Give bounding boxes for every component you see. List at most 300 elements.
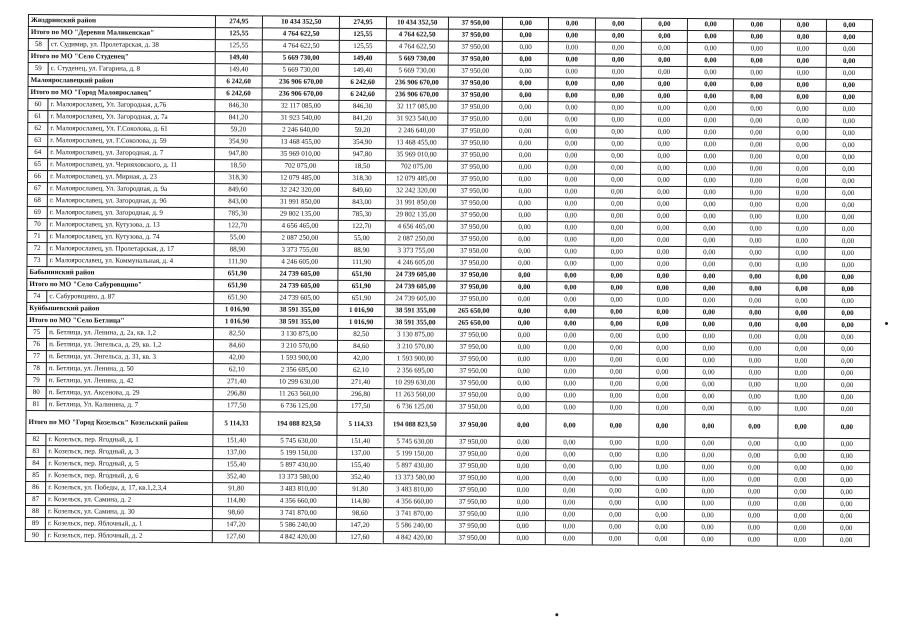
value-cell: 0,00 (777, 462, 823, 474)
value-cell: 0,00 (779, 91, 825, 103)
value-cell: 0,00 (547, 366, 593, 378)
value-cell: 0,00 (639, 354, 685, 366)
row-number-cell: 78 (26, 362, 46, 374)
value-cell: 0,00 (686, 283, 732, 295)
value-cell: 0,00 (685, 474, 731, 486)
value-cell: 0,00 (779, 247, 825, 259)
value-cell: 0,00 (778, 355, 824, 367)
row-number-cell: 79 (26, 374, 46, 386)
value-cell: 0,00 (546, 533, 592, 545)
area-cell: 651,90 (338, 280, 384, 292)
value-cell: 0,00 (547, 342, 593, 354)
value-cell: 0,00 (549, 66, 595, 78)
cost-cell: 31 991 850,00 (385, 197, 447, 209)
area-cell: 6 242,60 (339, 88, 385, 100)
unit-cost-cell: 37 950,00 (446, 472, 500, 484)
value-cell: 0,00 (502, 113, 548, 125)
unit-cost-cell: 37 950,00 (446, 484, 500, 496)
value-cell: 0,00 (548, 198, 594, 210)
value-cell: 0,00 (732, 247, 778, 259)
value-cell: 0,00 (641, 18, 687, 30)
cost-cell: 24 739 605,00 (261, 280, 338, 292)
cost-cell: 29 802 135,00 (261, 208, 338, 220)
cost-cell: 24 739 605,00 (261, 268, 338, 280)
value-cell: 0,00 (546, 437, 592, 449)
unit-cost-cell: 37 950,00 (446, 448, 500, 460)
value-cell: 0,00 (824, 403, 870, 415)
value-cell: 0,00 (548, 186, 594, 198)
value-cell: 0,00 (593, 354, 639, 366)
value-cell: 0,00 (778, 295, 824, 307)
value-cell: 0,00 (731, 534, 777, 546)
value-cell: 0,00 (593, 414, 639, 437)
value-cell: 0,00 (685, 498, 731, 510)
value-cell: 0,00 (731, 510, 777, 522)
area-cell: 122,70 (214, 220, 261, 232)
value-cell: 0,00 (548, 126, 594, 138)
unit-cost-cell: 37 950,00 (446, 377, 500, 389)
area-cell: 137,00 (337, 447, 383, 459)
area-cell: 318,30 (214, 172, 261, 184)
unit-cost-cell: 265 650,00 (447, 305, 501, 317)
value-cell: 0,00 (824, 307, 870, 319)
area-cell: 62,10 (338, 364, 384, 376)
area-cell: 88,90 (338, 244, 384, 256)
value-cell: 0,00 (687, 151, 733, 163)
cost-cell: 236 906 670,00 (262, 76, 339, 88)
scan-speck (555, 613, 558, 616)
value-cell: 0,00 (779, 235, 825, 247)
area-cell: 651,90 (338, 268, 384, 280)
value-cell: 0,00 (639, 461, 685, 473)
value-cell: 0,00 (824, 355, 870, 367)
unit-cost-cell: 37 950,00 (447, 293, 501, 305)
value-cell: 0,00 (733, 151, 779, 163)
area-cell: 111,90 (338, 256, 384, 268)
value-cell: 0,00 (825, 283, 871, 295)
value-cell: 0,00 (546, 461, 592, 473)
value-cell: 0,00 (824, 295, 870, 307)
value-cell: 0,00 (824, 343, 870, 355)
value-cell: 0,00 (779, 187, 825, 199)
cost-cell: 2 246 640,00 (385, 125, 447, 137)
value-cell: 0,00 (779, 175, 825, 187)
value-cell: 0,00 (824, 438, 870, 450)
cost-cell: 5 897 430,00 (260, 459, 337, 471)
value-cell: 0,00 (732, 295, 778, 307)
value-cell: 0,00 (687, 55, 733, 67)
area-cell: 59,20 (215, 124, 262, 136)
value-cell: 0,00 (734, 31, 780, 43)
unit-cost-cell: 37 950,00 (447, 209, 501, 221)
value-cell: 0,00 (502, 65, 548, 77)
value-cell: 0,00 (548, 90, 594, 102)
value-cell: 0,00 (593, 378, 639, 390)
value-cell: 0,00 (501, 293, 547, 305)
value-cell: 0,00 (641, 54, 687, 66)
value-cell: 0,00 (824, 450, 870, 462)
value-cell: 0,00 (502, 161, 548, 173)
area-cell: 18,50 (339, 160, 385, 172)
value-cell: 0,00 (500, 520, 546, 532)
value-cell: 0,00 (640, 246, 686, 258)
value-cell: 0,00 (733, 91, 779, 103)
value-cell: 0,00 (595, 90, 641, 102)
area-cell: 843,00 (214, 196, 261, 208)
cost-cell: 236 906 670,00 (386, 77, 448, 89)
unit-cost-cell: 37 950,00 (448, 41, 502, 53)
area-cell: 98,60 (337, 507, 383, 519)
value-cell: 0,00 (687, 19, 733, 31)
area-cell: 846,30 (339, 100, 385, 112)
value-cell: 0,00 (732, 307, 778, 319)
area-cell: 6 242,60 (340, 76, 386, 88)
unit-cost-cell: 37 950,00 (446, 436, 500, 448)
area-cell: 6 242,60 (215, 88, 262, 100)
value-cell: 0,00 (686, 223, 732, 235)
value-cell: 0,00 (500, 448, 546, 460)
value-cell: 0,00 (639, 378, 685, 390)
value-cell: 0,00 (501, 329, 547, 341)
unit-cost-cell: 37 950,00 (446, 401, 500, 413)
value-cell: 0,00 (824, 391, 870, 403)
value-cell: 0,00 (549, 54, 595, 66)
value-cell: 0,00 (779, 199, 825, 211)
value-cell: 0,00 (777, 522, 823, 534)
area-cell: 651,90 (214, 268, 261, 280)
value-cell: 0,00 (778, 331, 824, 343)
value-cell: 0,00 (593, 330, 639, 342)
value-cell: 0,00 (501, 281, 547, 293)
value-cell: 0,00 (825, 151, 871, 163)
value-cell: 0,00 (547, 354, 593, 366)
value-cell: 0,00 (594, 150, 640, 162)
value-cell: 0,00 (778, 259, 824, 271)
value-cell: 0,00 (826, 103, 872, 115)
value-cell: 0,00 (548, 78, 594, 90)
value-cell: 0,00 (777, 534, 823, 546)
value-cell: 0,00 (823, 474, 869, 486)
unit-cost-cell: 37 950,00 (446, 329, 500, 341)
row-number-cell: 82 (26, 433, 46, 445)
value-cell: 0,00 (777, 450, 823, 462)
value-cell: 0,00 (687, 79, 733, 91)
value-cell: 0,00 (501, 317, 547, 329)
value-cell: 0,00 (640, 174, 686, 186)
value-cell: 0,00 (687, 91, 733, 103)
value-cell: 0,00 (594, 186, 640, 198)
cost-cell: 4 764 622,50 (386, 29, 448, 41)
value-cell: 0,00 (595, 42, 641, 54)
row-label-cell: Итого по МО "Город Козельск" Козельский район (26, 410, 213, 434)
row-label-cell: Малоярославецкий район (28, 75, 215, 88)
unit-cost-cell: 37 950,00 (447, 185, 501, 197)
area-cell: 155,40 (213, 459, 260, 471)
value-cell: 0,00 (549, 30, 595, 42)
value-cell: 0,00 (502, 41, 548, 53)
value-cell: 0,00 (826, 19, 872, 31)
address-cell: г. Козельск, пер. Яблочный, д. 2 (45, 530, 212, 543)
value-cell: 0,00 (640, 270, 686, 282)
value-cell: 0,00 (777, 486, 823, 498)
value-cell: 0,00 (592, 533, 638, 545)
value-cell: 0,00 (825, 235, 871, 247)
value-cell: 0,00 (778, 307, 824, 319)
cost-cell: 24 739 605,00 (385, 269, 447, 281)
value-cell: 0,00 (594, 138, 640, 150)
value-cell: 0,00 (732, 379, 778, 391)
cost-cell: 31 991 850,00 (261, 196, 338, 208)
value-cell: 0,00 (685, 438, 731, 450)
row-label-cell: Итого по МО "Село Бетлица" (27, 314, 214, 327)
address-cell: г. Малоярославец, ул. Коммунальная, д. 4 (47, 255, 214, 268)
value-cell: 0,00 (780, 67, 826, 79)
value-cell: 0,00 (501, 233, 547, 245)
value-cell: 0,00 (779, 223, 825, 235)
value-cell: 0,00 (549, 18, 595, 30)
value-cell: 0,00 (731, 486, 777, 498)
value-cell: 0,00 (639, 449, 685, 461)
value-cell: 0,00 (592, 437, 638, 449)
cost-cell: 5 669 730,00 (262, 52, 339, 64)
unit-cost-cell: 37 950,00 (446, 353, 500, 365)
value-cell: 0,00 (593, 318, 639, 330)
unit-cost-cell: 37 950,00 (448, 17, 502, 29)
area-cell: 114,80 (212, 495, 259, 507)
area-cell: 354,90 (339, 136, 385, 148)
cost-cell: 12 079 485,00 (262, 172, 339, 184)
cost-cell: 4 246 605,00 (261, 256, 338, 268)
address-cell: г. Малоярославец, ул. Г.Соколова, д. 59 (48, 135, 215, 148)
value-cell: 0,00 (503, 29, 549, 41)
area-cell: 125,55 (340, 28, 386, 40)
value-cell: 0,00 (779, 211, 825, 223)
address-cell: г. Козельск, ул. Самина, д. 2 (46, 494, 213, 507)
cost-cell: 5 669 730,00 (386, 65, 448, 77)
address-cell: п. Бетлица, Ул. Калинина, д. 7 (46, 399, 213, 412)
value-cell: 0,00 (502, 53, 548, 65)
row-number-cell: 90 (25, 529, 45, 541)
area-cell: 125,55 (215, 28, 262, 40)
value-cell: 0,00 (592, 521, 638, 533)
value-cell: 0,00 (639, 414, 685, 437)
value-cell: 0,00 (640, 186, 686, 198)
cost-cell: 4 842 420,00 (383, 532, 445, 544)
value-cell: 0,00 (731, 498, 777, 510)
value-cell: 0,00 (732, 319, 778, 331)
value-cell: 0,00 (548, 174, 594, 186)
value-cell: 0,00 (638, 485, 684, 497)
value-cell: 0,00 (687, 163, 733, 175)
value-cell: 0,00 (547, 258, 593, 270)
cost-cell: 2 246 640,00 (262, 124, 339, 136)
value-cell: 0,00 (549, 42, 595, 54)
area-cell: 785,30 (339, 208, 385, 220)
cost-cell: 38 591 355,00 (384, 305, 446, 317)
row-label-cell: Бабынинский район (27, 266, 214, 279)
value-cell: 0,00 (732, 235, 778, 247)
area-cell: 177,50 (338, 400, 384, 412)
area-cell: 318,30 (339, 172, 385, 184)
value-cell: 0,00 (731, 474, 777, 486)
unit-cost-cell: 37 950,00 (448, 137, 502, 149)
address-cell: г. Малоярославец, Ул. Г.Соколова, д. 61 (48, 123, 215, 136)
value-cell: 0,00 (592, 485, 638, 497)
value-cell: 0,00 (592, 497, 638, 509)
unit-cost-cell: 37 950,00 (448, 65, 502, 77)
unit-cost-cell: 37 950,00 (447, 269, 501, 281)
value-cell: 0,00 (733, 115, 779, 127)
value-cell: 0,00 (594, 258, 640, 270)
value-cell: 0,00 (593, 402, 639, 414)
value-cell: 0,00 (594, 174, 640, 186)
cost-cell: 3 741 870,00 (383, 508, 445, 520)
value-cell: 0,00 (777, 510, 823, 522)
value-cell: 0,00 (777, 438, 823, 450)
value-cell: 0,00 (733, 139, 779, 151)
value-cell: 0,00 (823, 534, 869, 546)
value-cell: 0,00 (779, 139, 825, 151)
address-cell: г. Козельск, пер. Ягодный, д. 6 (46, 470, 213, 483)
row-number-cell: 75 (27, 326, 47, 338)
value-cell: 0,00 (593, 294, 639, 306)
value-cell: 0,00 (502, 173, 548, 185)
value-cell: 0,00 (593, 366, 639, 378)
value-cell: 0,00 (824, 379, 870, 391)
area-cell: 127,60 (212, 531, 259, 543)
cost-cell: 4 246 605,00 (385, 257, 447, 269)
row-number-cell: 69 (27, 206, 47, 218)
cost-cell: 29 802 135,00 (385, 209, 447, 221)
value-cell: 0,00 (731, 438, 777, 450)
row-number-cell: 58 (28, 39, 48, 51)
value-cell: 0,00 (733, 211, 779, 223)
value-cell: 0,00 (824, 319, 870, 331)
cost-cell: 3 130 875,00 (261, 328, 338, 340)
address-cell: г. Малоярославец, Ул. Загородная, д.76 (48, 99, 215, 112)
value-cell: 0,00 (639, 342, 685, 354)
area-cell: 42,00 (213, 352, 260, 364)
value-cell: 0,00 (826, 67, 872, 79)
unit-cost-cell: 37 950,00 (445, 532, 499, 544)
value-cell: 0,00 (685, 367, 731, 379)
cost-cell: 236 906 670,00 (386, 89, 448, 101)
row-number-cell: 71 (27, 230, 47, 242)
value-cell: 0,00 (733, 103, 779, 115)
address-cell: п. Бетлица, ул. Ленина, д. 50 (46, 363, 213, 376)
value-cell: 0,00 (639, 330, 685, 342)
row-label-cell: Итого по МО "Село Студенец" (28, 51, 215, 64)
row-number-cell: 63 (28, 135, 48, 147)
cost-cell: 32 117 085,00 (262, 100, 339, 112)
cost-cell: 2 087 250,00 (261, 232, 338, 244)
area-cell: 151,40 (337, 435, 383, 447)
value-cell: 0,00 (501, 209, 547, 221)
area-cell: 147,20 (337, 519, 383, 531)
value-cell: 0,00 (685, 462, 731, 474)
cost-cell: 32 242 320,00 (261, 184, 338, 196)
value-cell: 0,00 (825, 127, 871, 139)
cost-cell: 3 741 870,00 (260, 507, 337, 519)
row-label-cell: Итого по МО "Деревня Маликенская" (28, 27, 215, 40)
row-number-cell: 84 (26, 457, 46, 469)
area-cell: 82,50 (213, 328, 260, 340)
value-cell: 0,00 (687, 175, 733, 187)
value-cell: 0,00 (640, 162, 686, 174)
value-cell: 0,00 (547, 330, 593, 342)
value-cell: 0,00 (687, 103, 733, 115)
unit-cost-cell: 37 950,00 (447, 233, 501, 245)
value-cell: 0,00 (731, 462, 777, 474)
value-cell: 0,00 (502, 149, 548, 161)
cost-cell: 13 468 455,00 (385, 137, 447, 149)
address-cell: с. Сабуровщино, д. 87 (47, 291, 214, 304)
cost-cell: 4 764 622,50 (262, 40, 339, 52)
housing-cost-table (25, 14, 873, 547)
area-cell: 91,80 (212, 483, 259, 495)
value-cell: 0,00 (733, 187, 779, 199)
value-cell: 0,00 (639, 366, 685, 378)
cost-cell: 4 764 622,50 (386, 41, 448, 53)
area-cell: 88,90 (214, 244, 261, 256)
value-cell: 0,00 (686, 307, 732, 319)
value-cell: 0,00 (500, 436, 546, 448)
value-cell: 0,00 (546, 473, 592, 485)
table-body (25, 15, 872, 547)
address-cell: г. Малоярославец, ул. Пролетарская, д. 17 (47, 243, 214, 256)
cost-cell: 3 373 755,00 (385, 245, 447, 257)
value-cell: 0,00 (546, 485, 592, 497)
value-cell: 0,00 (595, 18, 641, 30)
value-cell: 0,00 (733, 67, 779, 79)
value-cell: 0,00 (687, 31, 733, 43)
value-cell: 0,00 (501, 221, 547, 233)
area-cell: 274,95 (215, 16, 262, 28)
value-cell: 0,00 (780, 19, 826, 31)
area-cell: 125,55 (340, 40, 386, 52)
value-cell: 0,00 (684, 522, 730, 534)
unit-cost-cell: 37 950,00 (446, 365, 500, 377)
area-cell: 785,30 (214, 208, 261, 220)
value-cell: 0,00 (595, 66, 641, 78)
value-cell: 0,00 (500, 472, 546, 484)
unit-cost-cell: 37 950,00 (445, 496, 499, 508)
value-cell: 0,00 (500, 460, 546, 472)
row-label-cell: Куйбышевский район (27, 302, 214, 315)
value-cell: 0,00 (500, 484, 546, 496)
value-cell: 0,00 (594, 222, 640, 234)
value-cell: 0,00 (686, 331, 732, 343)
row-number-cell: 83 (26, 445, 46, 457)
cost-cell: 4 764 622,50 (262, 28, 339, 40)
area-cell: 84,60 (338, 340, 384, 352)
area-cell: 651,90 (338, 292, 384, 304)
cost-cell: 2 087 250,00 (385, 233, 447, 245)
address-cell: г. Козельск, ул. Самина, д. 30 (46, 506, 213, 519)
value-cell: 0,00 (685, 403, 731, 415)
unit-cost-cell: 37 950,00 (445, 520, 499, 532)
value-cell: 0,00 (548, 138, 594, 150)
value-cell: 0,00 (594, 210, 640, 222)
area-cell: 849,60 (214, 184, 261, 196)
area-cell: 6 242,60 (215, 76, 262, 88)
value-cell: 0,00 (685, 450, 731, 462)
value-cell: 0,00 (641, 90, 687, 102)
value-cell: 0,00 (825, 223, 871, 235)
value-cell: 0,00 (501, 245, 547, 257)
value-cell: 0,00 (638, 509, 684, 521)
cost-cell: 4 656 465,00 (261, 220, 338, 232)
